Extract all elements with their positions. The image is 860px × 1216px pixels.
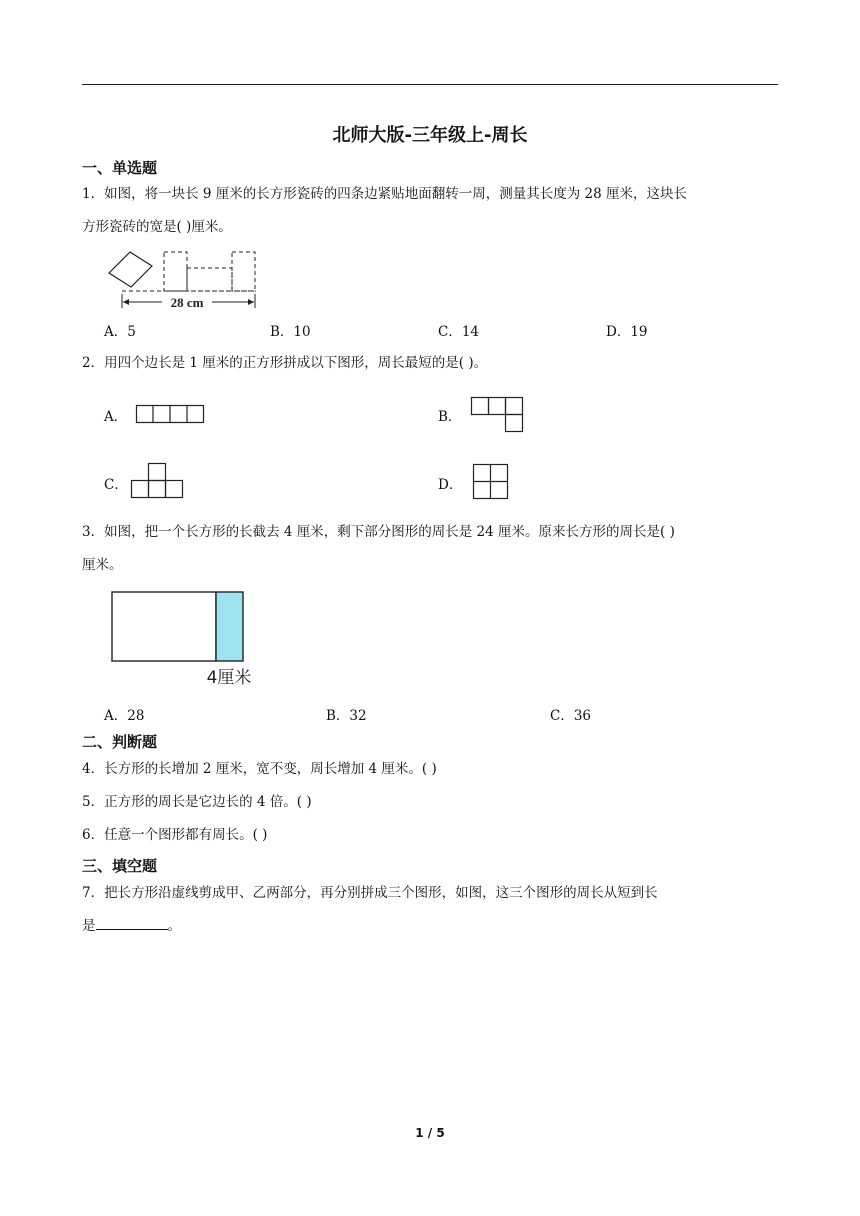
cut-off-strip: [216, 592, 243, 661]
question-1-line-2: 方形瓷砖的宽是( )厘米。: [82, 219, 232, 235]
question-3-option-a[interactable]: A．28: [104, 708, 145, 724]
question-1-figure: [104, 250, 259, 314]
question-7-prefix: 是: [82, 918, 96, 934]
question-2-figure-d: [473, 464, 509, 500]
question-1-option-c[interactable]: C．14: [438, 324, 480, 340]
section-heading-single-choice: 一、单选题: [82, 159, 158, 177]
question-3-line-1: 3．如图，把一个长方形的长截去 4 厘米，剩下部分图形的周长是 24 厘米。原来长方形的周长是( ): [82, 524, 675, 540]
question-3-figure-label: 4厘米: [206, 668, 252, 688]
question-2-option-a[interactable]: A．: [104, 409, 128, 425]
question-2-option-b[interactable]: B．: [438, 409, 462, 425]
section-heading-true-false: 二、判断题: [82, 733, 158, 751]
page-title: 北师大版-三年级上-周长: [332, 125, 528, 146]
section-heading-fill-blank: 三、填空题: [82, 857, 158, 875]
question-2-figure-a: [136, 405, 204, 423]
question-2-figure-c: [131, 463, 185, 499]
question-2-option-c[interactable]: C．: [104, 477, 128, 493]
question-2-text: 2．用四个边长是 1 厘米的正方形拼成以下图形，周长最短的是( )。: [82, 355, 488, 371]
header-rule: [82, 84, 778, 85]
question-7-line-1: 7．把长方形沿虚线剪成甲、乙两部分，再分别拼成三个图形，如图，这三个图形的周长从短到长: [82, 885, 658, 901]
question-1-option-a[interactable]: A．5: [104, 324, 136, 340]
question-3-option-c[interactable]: C．36: [550, 708, 592, 724]
question-3-line-2: 厘米。: [82, 557, 123, 573]
question-7-answer-blank[interactable]: [96, 915, 168, 930]
question-3-figure: [111, 591, 261, 691]
question-2-figure-b: [471, 397, 525, 433]
question-1-option-b[interactable]: B．10: [270, 324, 311, 340]
question-1-line-1: 1．如图，将一块长 9 厘米的长方形瓷砖的四条边紧贴地面翻转一周，测量其长度为 28 厘米，这块长: [82, 186, 688, 202]
question-7-line-2: [82, 911, 782, 941]
question-4-text: 4．长方形的长增加 2 厘米，宽不变，周长增加 4 厘米。( ): [82, 761, 437, 777]
question-5-text: 5．正方形的周长是它边长的 4 倍。( ): [82, 794, 312, 810]
question-1-option-d[interactable]: D．19: [606, 324, 648, 340]
page-number: 1 / 5: [415, 1126, 445, 1140]
question-7-suffix: 。: [167, 918, 181, 934]
question-1-figure-label: 28 cm: [170, 295, 204, 310]
question-3-option-b[interactable]: B．32: [326, 708, 367, 724]
question-2-option-d[interactable]: D．: [438, 477, 463, 493]
question-6-text: 6．任意一个图形都有周长。( ): [82, 827, 268, 843]
